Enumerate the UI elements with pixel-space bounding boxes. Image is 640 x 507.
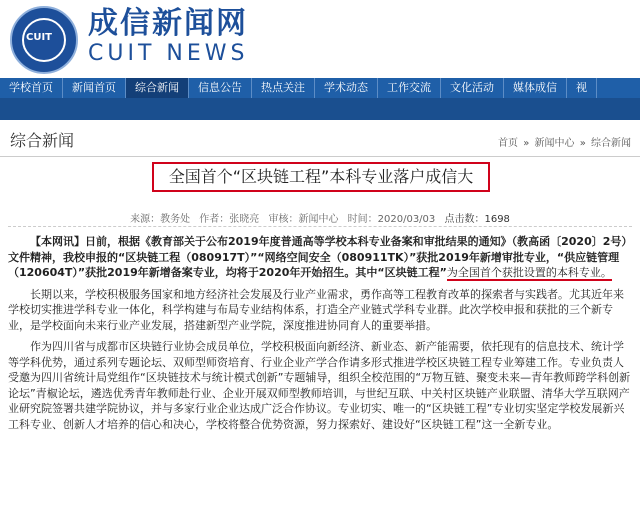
main-nav bbox=[0, 78, 640, 98]
main-content bbox=[0, 120, 640, 507]
site-name-en: CUIT NEWS bbox=[88, 41, 249, 66]
divider bbox=[8, 226, 632, 227]
meta-hits: 点击数：1698 bbox=[444, 214, 510, 225]
nav-culture[interactable]: 文化活动 bbox=[441, 78, 504, 98]
meta-reviewer: 审核：新闻中心 bbox=[268, 214, 339, 225]
nav-academic[interactable]: 学术动态 bbox=[315, 78, 378, 98]
nav-general-news[interactable]: 综合新闻 bbox=[126, 78, 189, 98]
paragraph-1 bbox=[8, 234, 632, 281]
article-body bbox=[8, 234, 632, 438]
site-header bbox=[0, 0, 640, 78]
section-title: 综合新闻 bbox=[10, 131, 75, 150]
university-seal-logo[interactable] bbox=[10, 6, 78, 74]
paragraph-2: 长期以来，学校积极服务国家和地方经济社会发展及行业产业需求，勇作高等工程教育改革的探索者与实践者。尤其近年来学校切实推进学科专业一体化，科学构建与布局专业结构体系，打造全产业链式学科专业群。此次学校申报和获批的三个新专业，是学校面向未来行业产业发展，搭建新型产业学院，深度推进协同育人的重要举措。 bbox=[8, 287, 624, 332]
section-header bbox=[0, 120, 640, 157]
meta-author: 作者：张晓亮 bbox=[199, 214, 260, 225]
site-name-cn: 成信新闻网 bbox=[88, 6, 248, 41]
nav-media[interactable]: 媒体成信 bbox=[504, 78, 567, 98]
article-title: 全国首个“区块链工程”本科专业落户成信大 bbox=[152, 162, 490, 192]
paragraph-3: 作为四川省与成都市区块链行业协会成员单位，学校积极面向新经济、新业态、新产能需要，依托现有的信息技术、统计学等学科优势，通过系列专题论坛、双师型师资培育、行业企业产学合作请多形式推进学校区块链工程专业筹建工作。专业负责人受邀为四川省统计局党组作“区块链技术与统计模式创新”专题辅导，组织全校范围的“万物互链、聚变未来—青年教师跨学科创新论坛”青椒论坛，遴选优秀青年教师赴行业、企业开展双师型教师培训，与世纪互联、中关村区块链产业联盟、清华大学互联网产业研究院签署共建学院协议，并与多家行业企业达成广泛合作协议。专业切实、唯一的“区块链工程”专业切实坚定学校发展新兴工科专业、创新人才培养的信心和决心，学校将整合优势资源，努力探索好、建设好“区块链工程”这一全新专业。 bbox=[8, 340, 631, 431]
breadcrumb-separator: » bbox=[579, 138, 586, 149]
nav-video[interactable]: 视 bbox=[567, 78, 597, 98]
nav-work-exchange[interactable]: 工作交流 bbox=[378, 78, 441, 98]
nav-news-home[interactable]: 新闻首页 bbox=[63, 78, 126, 98]
article-meta bbox=[0, 210, 640, 225]
paragraph-1-highlight: 为全国首个获批设置的本科专业。 bbox=[446, 266, 612, 279]
site-brand[interactable] bbox=[88, 6, 248, 66]
nav-hot-topics[interactable]: 热点关注 bbox=[252, 78, 315, 98]
nav-school-home[interactable]: 学校首页 bbox=[0, 78, 63, 98]
breadcrumb-news-center[interactable]: 新闻中心 bbox=[534, 138, 575, 149]
nav-subbar bbox=[0, 98, 640, 120]
breadcrumb-home[interactable]: 首页 bbox=[498, 138, 518, 149]
seal-text: CUIT bbox=[26, 32, 53, 43]
breadcrumb-current[interactable]: 综合新闻 bbox=[591, 138, 631, 149]
meta-source: 来源：教务处 bbox=[130, 214, 191, 225]
breadcrumb bbox=[497, 134, 632, 149]
paragraph-1-lead: 【本网讯】日前，根据《教育部关于公布2019年度普通高等学校本科专业备案和审批结果的通知》（教高函〔2020〕2号）文件精神，我校申报的“区块链工程（080917T）”“网络空间安全（080911TK）”获批2019年新增审批专业，“供应链管理（120604T）”获批2019年新增备案专业，均将于2020年开始招生。其中“区块链工程” bbox=[8, 235, 627, 279]
nav-announcements[interactable]: 信息公告 bbox=[189, 78, 252, 98]
breadcrumb-separator: » bbox=[523, 138, 530, 149]
meta-date: 时间：2020/03/03 bbox=[347, 214, 436, 225]
